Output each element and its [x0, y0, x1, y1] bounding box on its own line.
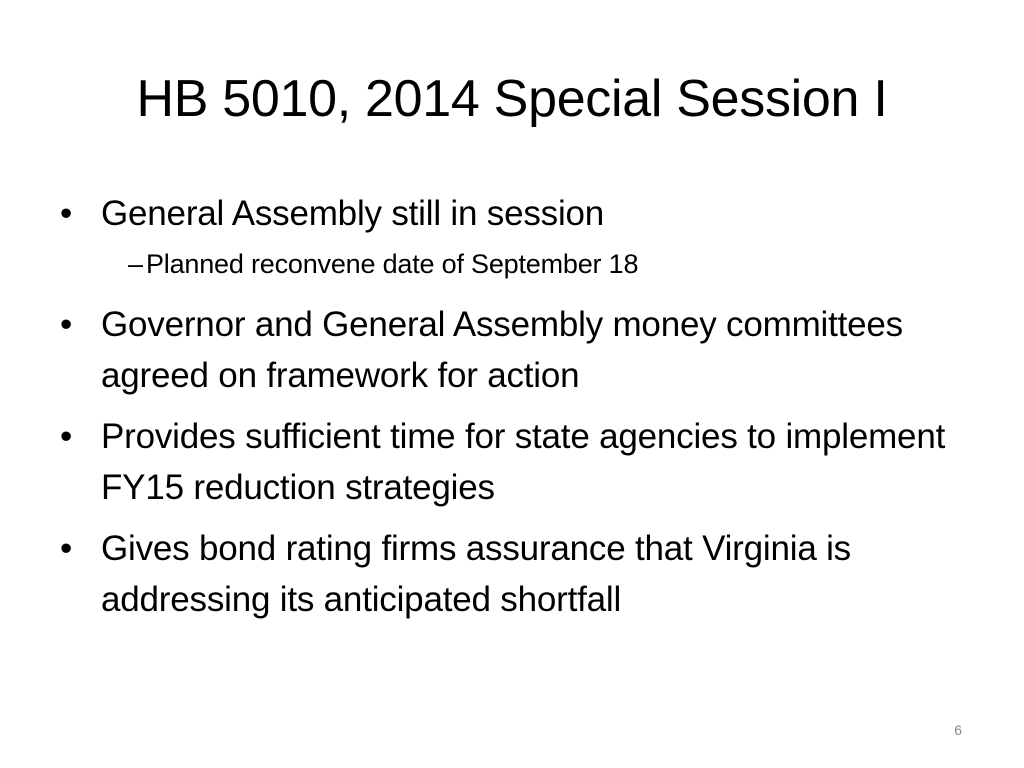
bullet-text: General Assembly still in session — [101, 194, 605, 233]
bullet-text: Gives bond rating firms assurance that Virginia is addressing its anticipated shortfall — [101, 529, 851, 619]
bullet-marker: • — [60, 529, 73, 568]
bullet-text: Provides sufficient time for state agencies to implement FY15 reduction strategies — [101, 417, 946, 507]
slide-title: HB 5010, 2014 Special Session I — [136, 70, 888, 128]
sub-bullet-text: Planned reconvene date of September 18 — [146, 249, 639, 279]
sub-bullet-marker: – — [128, 249, 143, 279]
bullet-item — [58, 411, 988, 513]
bullet-marker: • — [60, 417, 73, 456]
bullet-item — [58, 299, 988, 401]
bullet-marker: • — [60, 194, 73, 233]
sub-bullet-item — [58, 245, 988, 283]
bullet-item — [58, 523, 988, 625]
page-number: 6 — [954, 722, 962, 738]
bullet-list — [58, 188, 988, 635]
bullet-marker: • — [60, 305, 73, 344]
bullet-item — [58, 188, 988, 239]
bullet-text: Governor and General Assembly money committees agreed on framework for action — [101, 305, 923, 395]
